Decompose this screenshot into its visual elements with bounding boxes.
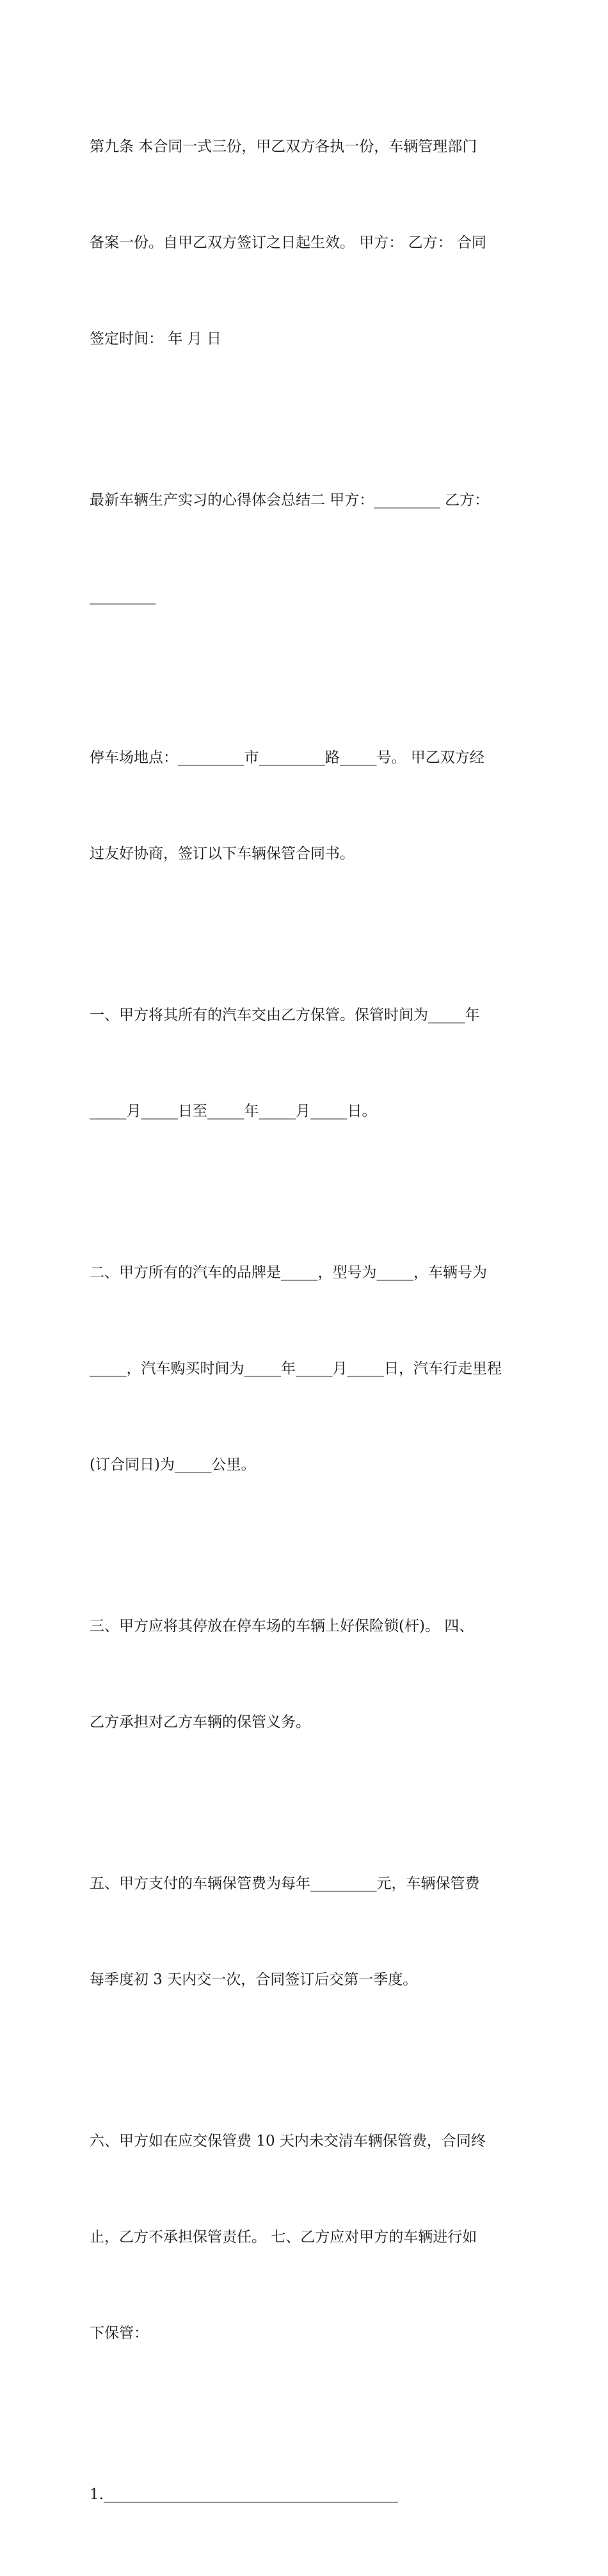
clause-two-paragraph — [90, 1193, 525, 1545]
text-line: 三、甲方应将其停放在停车场的车辆上好保险锁(杆)。 四、 — [90, 1618, 474, 1634]
text-line: 乙方承担对乙方车辆的保管义务。 — [90, 1714, 310, 1731]
text-line: (订合同日)为_____公里。 — [90, 1456, 256, 1473]
text-line: 备案一份。自甲乙双方签订之日起生效。 甲方： 乙方： 合同 — [90, 234, 486, 251]
text-line: 下保管： — [90, 2325, 148, 2342]
text-line: 每季度初 3 天内交一次，合同签订后交第一季度。 — [90, 1971, 418, 1988]
text-line: _____月_____日至_____年_____月_____日。 — [90, 1103, 377, 1120]
text-line: 五、甲方支付的车辆保管费为每年_________元，车辆保管费 — [90, 1875, 480, 1892]
text-line: 停车场地点：_________市_________路_____号。 甲乙双方经 — [90, 749, 484, 766]
text-line: 最新车辆生产实习的心得体会总结二 甲方：_________ 乙方： — [90, 492, 490, 509]
document-heading-paragraph — [90, 420, 525, 676]
clause-six-seven-paragraph — [90, 2061, 525, 2413]
list-item-one-paragraph — [90, 2415, 525, 2575]
text-line: _____，汽车购买时间为_____年_____月_____日，汽车行走里程 — [90, 1360, 502, 1377]
text-line: 二、甲方所有的汽车的品牌是_____，型号为_____，车辆号为 — [90, 1264, 487, 1281]
text-line: _________ — [90, 588, 156, 605]
clause-five-paragraph — [90, 1804, 525, 2060]
text-line: 1.________________________________________ — [90, 2486, 398, 2503]
text-line: 第九条 本合同一式三份，甲乙双方各执一份，车辆管理部门 — [90, 138, 477, 155]
article-nine-paragraph — [90, 67, 525, 419]
clause-one-paragraph — [90, 935, 525, 1191]
parking-location-paragraph — [90, 678, 525, 934]
text-line: 一、甲方将其所有的汽车交由乙方保管。保管时间为_____年 — [90, 1007, 480, 1023]
text-line: 六、甲方如在应交保管费 10 天内未交清车辆保管费，合同终 — [90, 2133, 486, 2149]
clause-three-four-paragraph — [90, 1546, 525, 1802]
text-line: 过友好协商，签订以下车辆保管合同书。 — [90, 845, 355, 862]
text-line: 签定时间： 年 月 日 — [90, 330, 221, 347]
text-line: 止，乙方不承担保管责任。 七、乙方应对甲方的车辆进行如 — [90, 2229, 477, 2246]
document-page — [90, 67, 525, 2576]
